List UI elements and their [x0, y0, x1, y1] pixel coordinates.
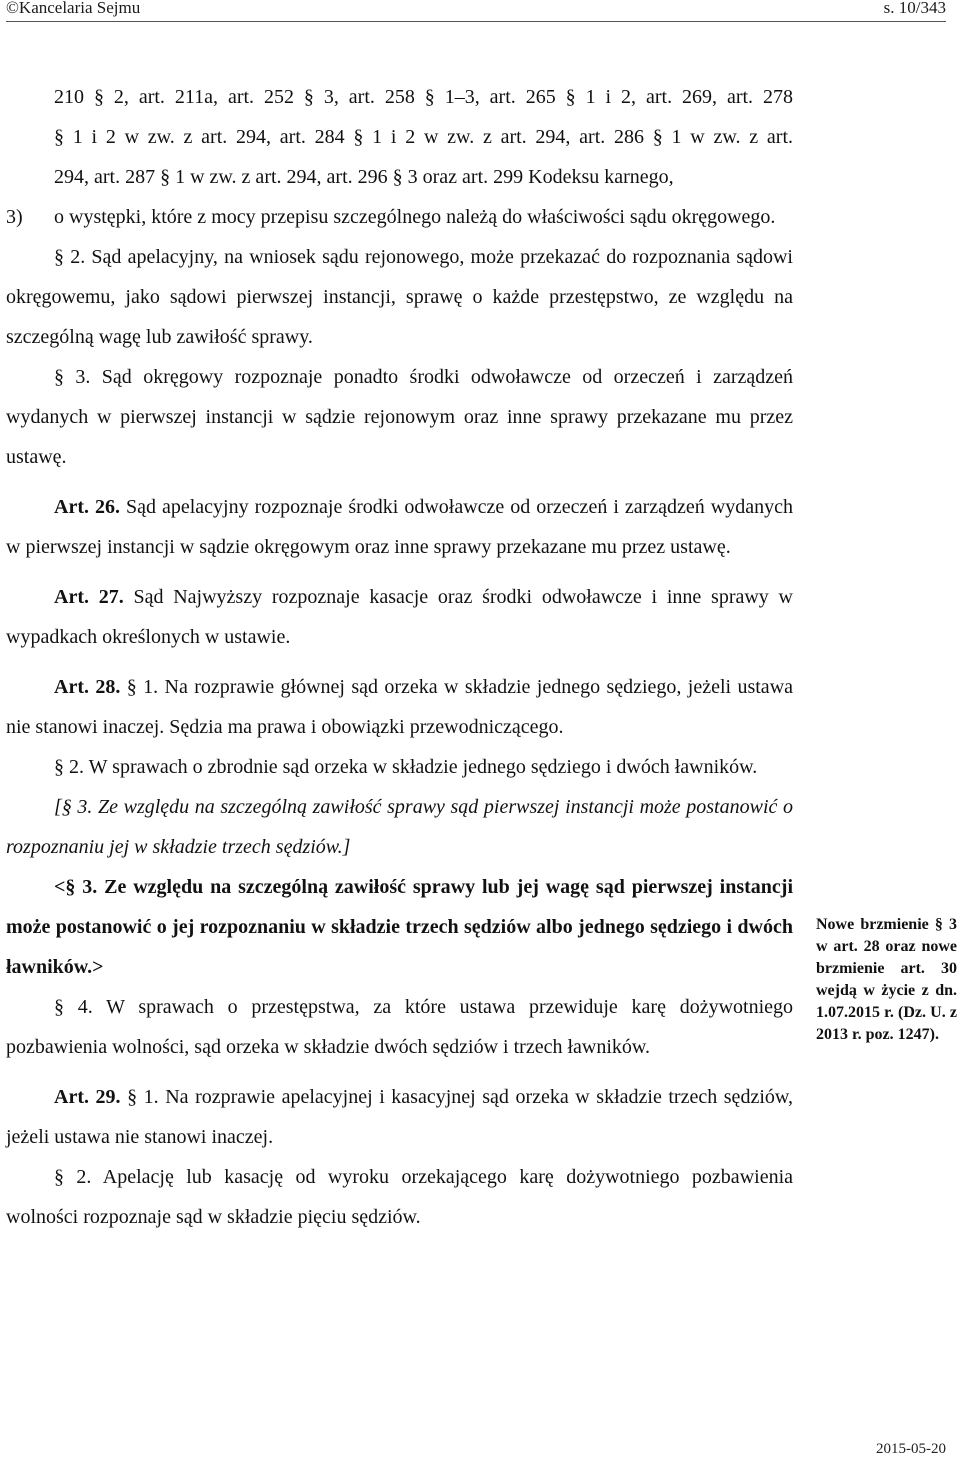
article-label: Art. 28. — [54, 676, 121, 698]
document-body — [6, 77, 793, 1237]
page-header — [6, 0, 946, 20]
paragraph-text: Apelację lub kasację od wyroku orzekającego karę dożywotniego pozbawienia wolności rozpoznaje sąd w składzie pięciu sędziów. — [6, 1166, 793, 1228]
paragraph-text: Sąd okręgowy rozpoznaje ponadto środki odwoławcze od orzeczeń i zarządzeń wydanych w pierwszej instancji w sądzie rejonowym oraz inne sprawy przekazane mu przez ustawę. — [6, 366, 793, 468]
continued-list-item — [6, 77, 793, 197]
list-item-number: 3) — [6, 206, 23, 228]
art25-paragraph-3 — [6, 357, 793, 477]
paragraph-label: § 4. — [54, 996, 93, 1018]
paragraph-label: § 2. — [54, 1166, 92, 1188]
article-28-paragraph-2 — [6, 747, 793, 787]
art25-paragraph-2 — [6, 237, 793, 357]
article-label: Art. 26. — [54, 496, 120, 518]
paragraph-text: Na rozprawie apelacyjnej i kasacyjnej sąd orzeka w składzie trzech sędziów, jeżeli ustawa nie stanowi inaczej. — [6, 1086, 794, 1148]
article-28-paragraph-1 — [6, 667, 793, 747]
article-label: Art. 29. — [54, 1086, 121, 1108]
list-item-3 — [6, 197, 793, 237]
paragraph-text: W sprawach o przestępstwa, za które ustawa przewiduje karę dożywotniego pozbawienia wolności, sąd orzeka w składzie dwóch sędziów i trzech ławników. — [6, 996, 793, 1058]
article-28-paragraph-3-old: [§ 3. Ze względu na szczególną zawiłość sprawy sąd pierwszej instancji może postanowić o rozpoznaniu jej w składzie trzech sędziów.] — [6, 796, 793, 858]
article-28-paragraph-4 — [6, 987, 793, 1067]
paragraph-label: § 2. — [54, 756, 84, 778]
article-29-paragraph-2 — [6, 1157, 793, 1237]
footer-date: 2015-05-20 — [876, 1441, 946, 1457]
paragraph-label: § 3. — [54, 366, 91, 388]
article-28-paragraph-3-new: <§ 3. Ze względu na szczególną zawiłość sprawy lub jej wagę sąd pierwszej instancji może postanowić o jej rozpoznaniu w składzie trzech sędziów albo jednego sędziego i dwóch ławników.> — [6, 876, 793, 978]
article-text: Sąd Najwyższy rozpoznaje kasacje oraz środki odwoławcze i inne sprawy w wypadkach określonych w ustawie. — [6, 586, 793, 648]
text-line: 294, art. 287 § 1 w zw. z art. 294, art. 296 § 3 oraz art. 299 Kodeksu karnego, — [54, 166, 674, 188]
paragraph-text: Na rozprawie głównej sąd orzeka w składzie jednego sędziego, jeżeli ustawa nie stanowi inaczej. Sędzia ma prawa i obowiązki przewodniczącego. — [6, 676, 794, 738]
paragraph-label: § 1. — [120, 1086, 159, 1108]
article-29-paragraph-1 — [6, 1077, 793, 1157]
article-26 — [6, 487, 793, 567]
page-number: s. 10/343 — [883, 0, 946, 17]
article-label: Art. 27. — [54, 586, 124, 608]
paragraph-text: W sprawach o zbrodnie sąd orzeka w składzie jednego sędziego i dwóch ławników. — [84, 756, 758, 778]
paragraph-text: Sąd apelacyjny, na wniosek sądu rejonowego, może przekazać do rozpoznania sądowi okręgowemu, jako sądowi pierwszej instancji, sprawę o każde przestępstwo, ze względu na szczególną wagę lub zawiłość sprawy. — [6, 246, 793, 348]
margin-note: Nowe brzmienie § 3 w art. 28 oraz nowe brzmienie art. 30 wejdą w życie z dn. 1.07.2015 r. (Dz. U. z 2013 r. poz. 1247). — [816, 916, 957, 1043]
header-divider — [6, 21, 946, 22]
paragraph-label: § 2. — [54, 246, 86, 268]
text-line: § 1 i 2 w zw. z art. 294, art. 284 § 1 i 2 w zw. z art. 294, art. 286 § 1 w zw. z art. — [54, 126, 793, 148]
paragraph-label: § 1. — [120, 676, 159, 698]
list-item-text: o występki, które z mocy przepisu szczególnego należą do właściwości sądu okręgowego. — [54, 206, 776, 228]
text-line: 210 § 2, art. 211a, art. 252 § 3, art. 258 § 1–3, art. 265 § 1 i 2, art. 269, art. 278 — [54, 86, 793, 108]
publisher-label: ©Kancelaria Sejmu — [6, 0, 141, 17]
article-text: Sąd apelacyjny rozpoznaje środki odwoławcze od orzeczeń i zarządzeń wydanych w pierwszej instancji w sądzie okręgowym oraz inne sprawy przekazane mu przez ustawę. — [6, 496, 793, 558]
article-27 — [6, 577, 793, 657]
